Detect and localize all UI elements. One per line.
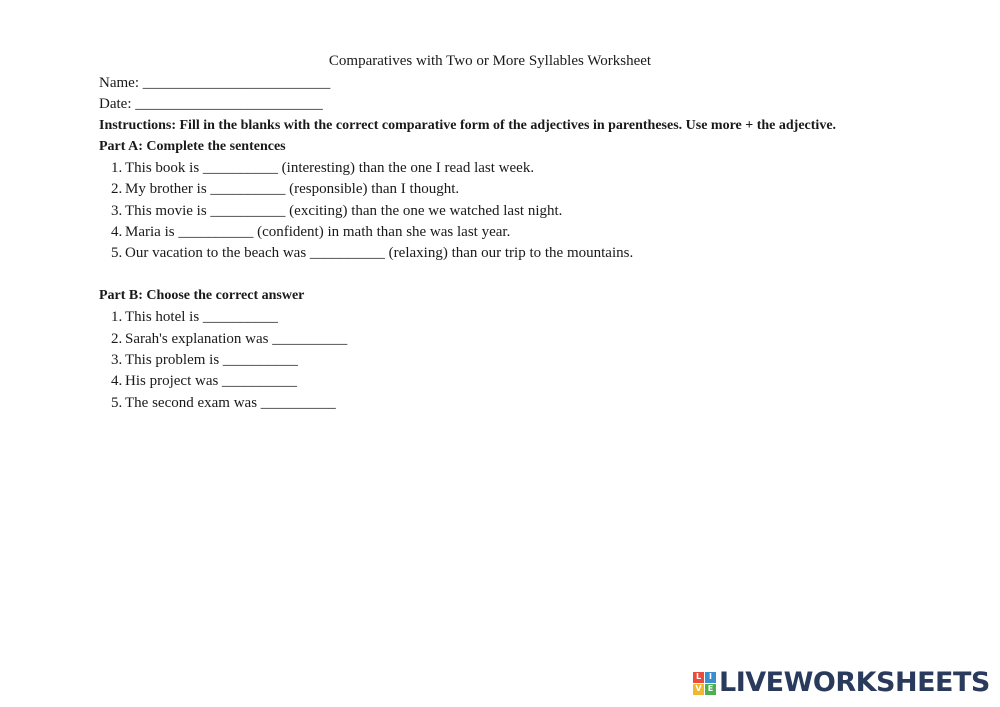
list-item: [111, 351, 298, 369]
item-number: 1.: [111, 309, 123, 325]
part-b-heading: Part B: Choose the correct answer: [99, 288, 305, 303]
item-number: 1.: [111, 160, 123, 176]
item-text: Sarah's explanation was __________: [125, 331, 348, 347]
item-text: Our vacation to the beach was __________ (relaxing) than our trip to the mountains.: [125, 245, 634, 261]
date-field: Date: _________________________: [99, 96, 323, 112]
logo-letter-i: I: [705, 672, 716, 683]
list-item: [111, 159, 534, 177]
logo-text: LIVEWORKSHEETS: [719, 667, 990, 698]
logo-mark-icon: [693, 672, 716, 695]
list-item: [111, 180, 459, 198]
item-number: 4.: [111, 373, 123, 389]
item-text: This movie is __________ (exciting) than the one we watched last night.: [125, 203, 563, 219]
list-item: [111, 202, 562, 220]
item-text: This book is __________ (interesting) than the one I read last week.: [125, 160, 535, 176]
item-number: 3.: [111, 352, 123, 368]
logo-letter-e: E: [705, 684, 716, 695]
list-item: [111, 394, 336, 412]
item-text: The second exam was __________: [125, 395, 336, 411]
item-text: His project was __________: [125, 373, 298, 389]
item-text: My brother is __________ (responsible) than I thought.: [125, 181, 460, 197]
list-item: [111, 308, 278, 326]
list-item: [111, 330, 347, 348]
list-item: [111, 372, 297, 390]
item-number: 4.: [111, 224, 123, 240]
liveworksheets-logo: [693, 668, 990, 698]
logo-letter-l: L: [693, 672, 704, 683]
item-number: 2.: [111, 331, 123, 347]
item-text: This problem is __________: [125, 352, 298, 368]
worksheet-title: Comparatives with Two or More Syllables Worksheet: [328, 53, 652, 69]
logo-letter-v: V: [693, 684, 704, 695]
instructions: Instructions: Fill in the blanks with the correct comparative form of the adjectives in parentheses. Use more + the adjective.: [99, 118, 837, 133]
item-number: 5.: [111, 395, 123, 411]
item-text: Maria is __________ (confident) in math than she was last year.: [125, 224, 511, 240]
part-a-heading: Part A: Complete the sentences: [99, 139, 286, 154]
item-number: 2.: [111, 181, 123, 197]
list-item: [111, 223, 510, 241]
item-text: This hotel is __________: [125, 309, 278, 325]
item-number: 3.: [111, 203, 123, 219]
name-field: Name: _________________________: [99, 75, 331, 91]
item-number: 5.: [111, 245, 123, 261]
list-item: [111, 244, 633, 262]
